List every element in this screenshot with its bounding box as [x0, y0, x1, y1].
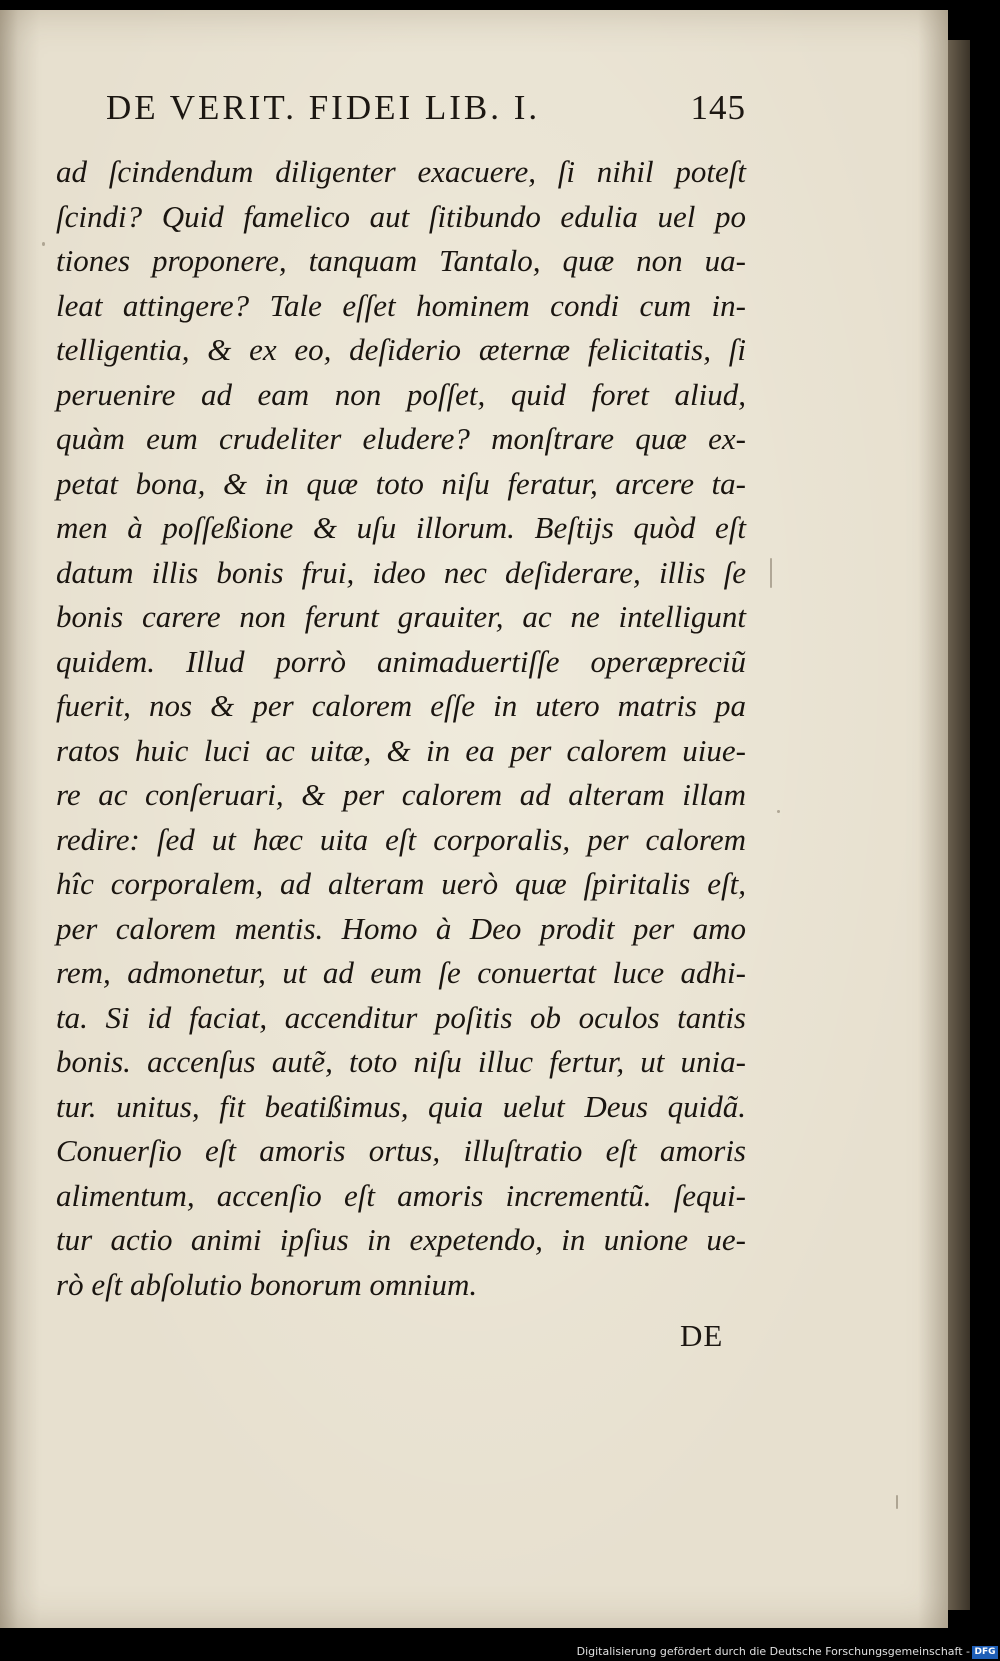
paper-speck — [777, 810, 780, 813]
text-line: alimentum, accenſio eſt amoris incrementũ. ſequi- — [56, 1177, 746, 1213]
dfg-logo-icon: DFG — [972, 1646, 998, 1659]
digitization-credit: Digitalisierung gefördert durch die Deutsche Forschungsgemeinschaft - — [576, 1645, 970, 1658]
text-line: redire: ſed ut hæc uita eſt corporalis, per calorem — [56, 821, 746, 857]
text-line: quidem. Illud porrò animaduertiſſe operæpreciũ — [56, 643, 746, 679]
text-line: rò eſt abſolutio bonorum omnium. — [56, 1266, 478, 1302]
text-line: ta. Si id faciat, accenditur poſitis ob oculos tantis — [56, 999, 746, 1035]
text-line: men à poſſeßione & uſu illorum. Beſtijs quòd eſt — [56, 510, 746, 545]
text-line: bonis carere non ferunt grauiter, ac ne intelligunt — [56, 599, 746, 634]
page-number: 145 — [690, 88, 746, 127]
paper-mark — [770, 558, 772, 588]
text-line: telligentia, & ex eo, deſiderio æternæ felicitatis, ſi — [56, 332, 746, 367]
text-line: hîc corporalem, ad alteram uerò quæ ſpiritalis eſt, — [56, 866, 746, 901]
text-line: re ac conſeruari, & per calorem ad alteram illam — [56, 777, 746, 812]
text-line: leat attingere? Tale eſſet hominem condi cum in- — [56, 287, 746, 323]
page-header — [106, 88, 746, 138]
text-line: fuerit, nos & per calorem eſſe in utero matris pa — [56, 688, 746, 723]
body-text — [56, 150, 746, 1307]
text-line: peruenire ad eam non poſſet, quid foret aliud, — [56, 376, 746, 412]
catchword: DE — [680, 1318, 724, 1353]
text-line: bonis. accenſus autẽ, toto niſu illuc fertur, ut unia- — [56, 1044, 746, 1079]
text-line: per calorem mentis. Homo à Deo prodit per amo — [56, 910, 746, 946]
text-line: tur actio animi ipſius in expetendo, in unione ue- — [56, 1222, 746, 1257]
text-line: ratos huic luci ac uitæ, & in ea per calorem uiue- — [56, 732, 746, 768]
text-line: tur. unitus, fit beatißimus, quia uelut Deus quidã. — [56, 1088, 746, 1124]
paper-mark — [896, 1495, 898, 1509]
text-line: ad ſcindendum diligenter exacuere, ſi nihil poteſt — [56, 154, 746, 189]
book-edge — [948, 40, 970, 1610]
text-line: ſcindi? Quid famelico aut ſitibundo edulia uel po — [56, 198, 746, 234]
paper-speck — [42, 242, 45, 246]
running-head: DE VERIT. FIDEI LIB. I. — [106, 88, 541, 127]
text-line: tiones proponere, tanquam Tantalo, quæ non ua- — [56, 243, 746, 278]
text-line: quàm eum crudeliter eludere? monſtrare quæ ex- — [56, 421, 746, 456]
text-line: Conuerſio eſt amoris ortus, illuſtratio eſt amoris — [56, 1133, 746, 1168]
text-line: datum illis bonis frui, ideo nec deſiderare, illis ſe — [56, 554, 746, 590]
text-line: petat bona, & in quæ toto niſu feratur, arcere ta- — [56, 465, 746, 501]
text-line: rem, admonetur, ut ad eum ſe conuertat luce adhi- — [56, 955, 746, 990]
